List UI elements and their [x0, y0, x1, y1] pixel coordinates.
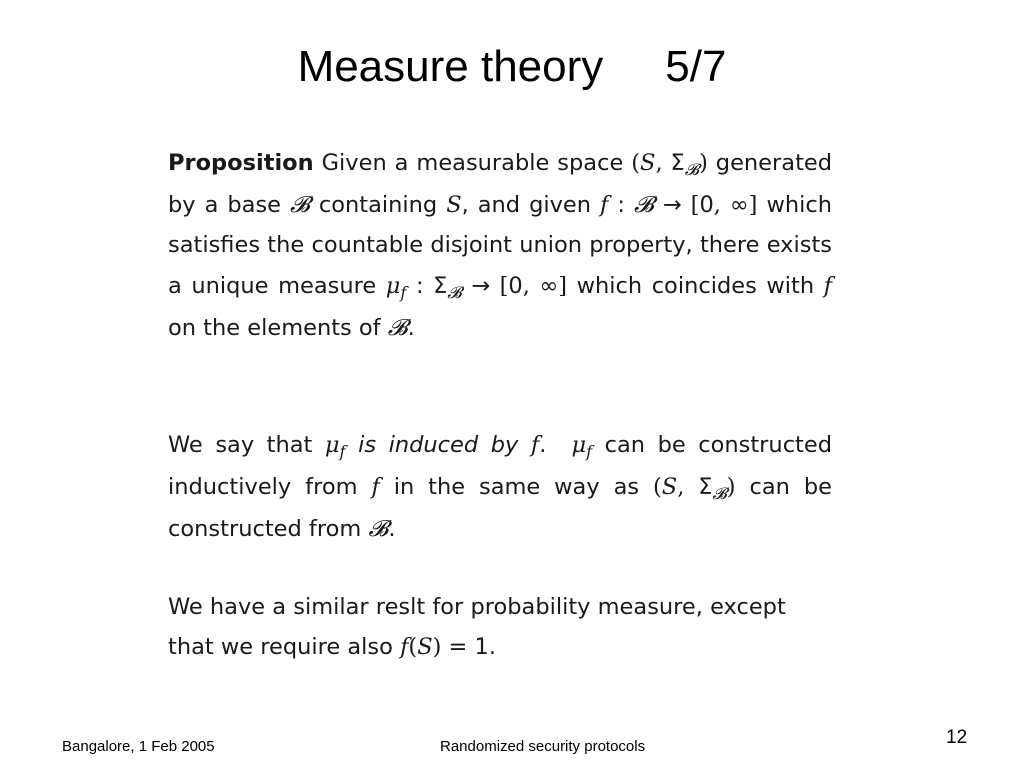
p2-text-5: can be constructed from: [168, 474, 832, 543]
slide-title: [0, 40, 1024, 94]
probability-paragraph: [168, 587, 832, 667]
p3-text-1: We have a similar reslt for probability measure, except that we require also: [168, 594, 786, 661]
p3-math-fs: f(S): [400, 634, 442, 661]
p1-text-6: which coincides with: [576, 272, 815, 299]
p1-text-2: generated by a base: [168, 150, 833, 219]
p2-math-f: f.: [530, 432, 547, 458]
p1-text-1: Given a measurable space: [321, 150, 624, 176]
p2-math-f-2: f: [371, 474, 380, 501]
p2-math-space: (S, $\Sigma_𝓑$): [653, 474, 736, 504]
p1-text-5: which satisfies the countable disjoint union property, there exists a unique measure: [168, 192, 832, 299]
p1-math-base: 𝓑: [290, 192, 310, 219]
induced-paragraph: [168, 425, 832, 550]
proposition-label: Proposition: [168, 150, 314, 176]
page-number: 12: [946, 727, 968, 748]
title-text: Measure theory: [297, 42, 604, 91]
p1-text-4: , and given: [461, 192, 592, 219]
p2-text-4: in the same way as: [393, 474, 640, 501]
p1-math-space: (S, $\Sigma_𝓑$): [631, 150, 708, 180]
footer-talk-title: Randomized security protocols: [440, 738, 646, 755]
p2-math-mu-2: $\mu_f$: [571, 432, 593, 462]
p1-math-base-end: 𝓑.: [387, 314, 415, 341]
p1-math-measure: $\mu_f$ : $\Sigma_𝓑 \to [0$, ∞]: [385, 272, 567, 302]
p1-math-f: f: [823, 272, 833, 299]
proposition-paragraph: [168, 143, 832, 348]
p2-text-3: can be constructed inductively from: [168, 432, 833, 501]
p2-math-base: 𝓑.: [368, 516, 396, 543]
p2-text-1: We say that: [168, 432, 313, 458]
p1-text-3: containing: [318, 192, 438, 219]
footer-location-date: Bangalore, 1 Feb 2005: [62, 738, 215, 755]
title-number: 5/7: [665, 42, 727, 91]
p1-math-function: f : 𝓑 → [0, ∞]: [600, 192, 758, 219]
p2-text-2: is induced by: [358, 432, 519, 458]
p2-math-mu: $\mu_f$: [324, 432, 346, 462]
p1-text-7: on the elements of: [168, 314, 381, 341]
p3-text-2: = 1.: [448, 634, 497, 661]
p1-math-s: S: [446, 192, 462, 219]
